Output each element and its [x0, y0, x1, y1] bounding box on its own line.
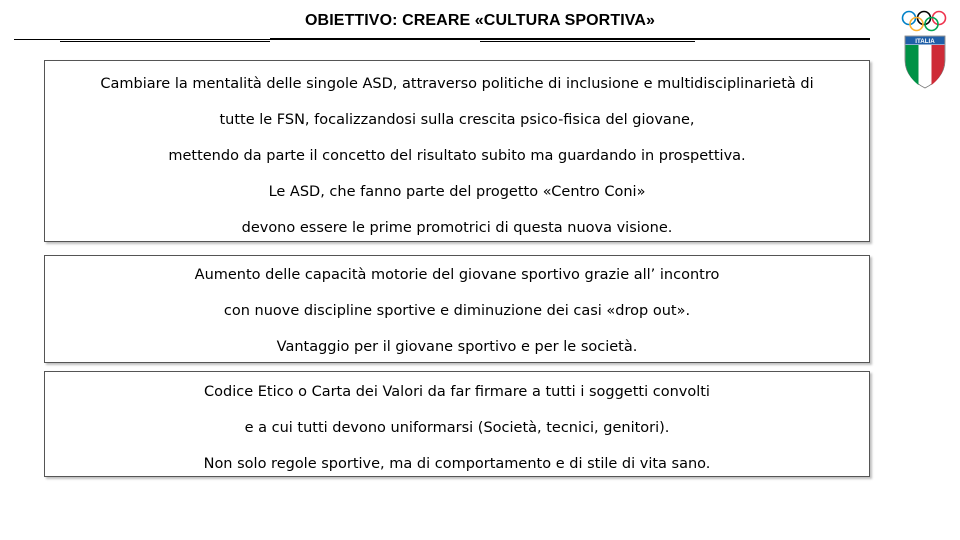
box-line: mettendo da parte il concetto del risultato subito ma guardando in prospettiva.	[168, 148, 746, 164]
title-rule-left	[14, 39, 270, 40]
box-line: con nuove discipline sportive e diminuzione dei casi «drop out».	[223, 303, 691, 319]
box-line: Vantaggio per il giovane sportivo e per le società.	[276, 339, 638, 355]
italia-shield-icon	[905, 36, 945, 88]
box-line: e a cui tutti devono uniformarsi (Società, tecnici, genitori).	[244, 420, 670, 436]
box-line: Aumento delle capacità motorie del giovane sportivo grazie all’ incontro	[194, 267, 720, 283]
box-line: devono essere le prime promotrici di questa nuova visione.	[241, 220, 673, 236]
slide-title: OBIETTIVO: CREARE «CULTURA SPORTIVA»	[305, 12, 655, 29]
title-underline-right	[480, 41, 695, 42]
objective-box-motor-skills	[44, 255, 870, 363]
objective-box-mentality	[44, 60, 870, 242]
box-line: Le ASD, che fanno parte del progetto «Centro Coni»	[268, 184, 646, 200]
shield-text: ITALIA	[915, 38, 935, 45]
box-line: tutte le FSN, focalizzandosi sulla crescita psico-fisica del giovane,	[219, 112, 695, 128]
box-line: Codice Etico o Carta dei Valori da far firmare a tutti i soggetti convolti	[204, 384, 710, 400]
coni-italia-logo	[900, 8, 950, 90]
title-rule	[270, 38, 870, 40]
objective-box-ethics-code	[44, 371, 870, 477]
box-line: Non solo regole sportive, ma di comportamento e di stile di vita sano.	[203, 456, 711, 472]
box-line: Cambiare la mentalità delle singole ASD, attraverso politiche di inclusione e multidisciplinarietà di	[100, 76, 814, 92]
title-underline-left	[60, 41, 270, 42]
